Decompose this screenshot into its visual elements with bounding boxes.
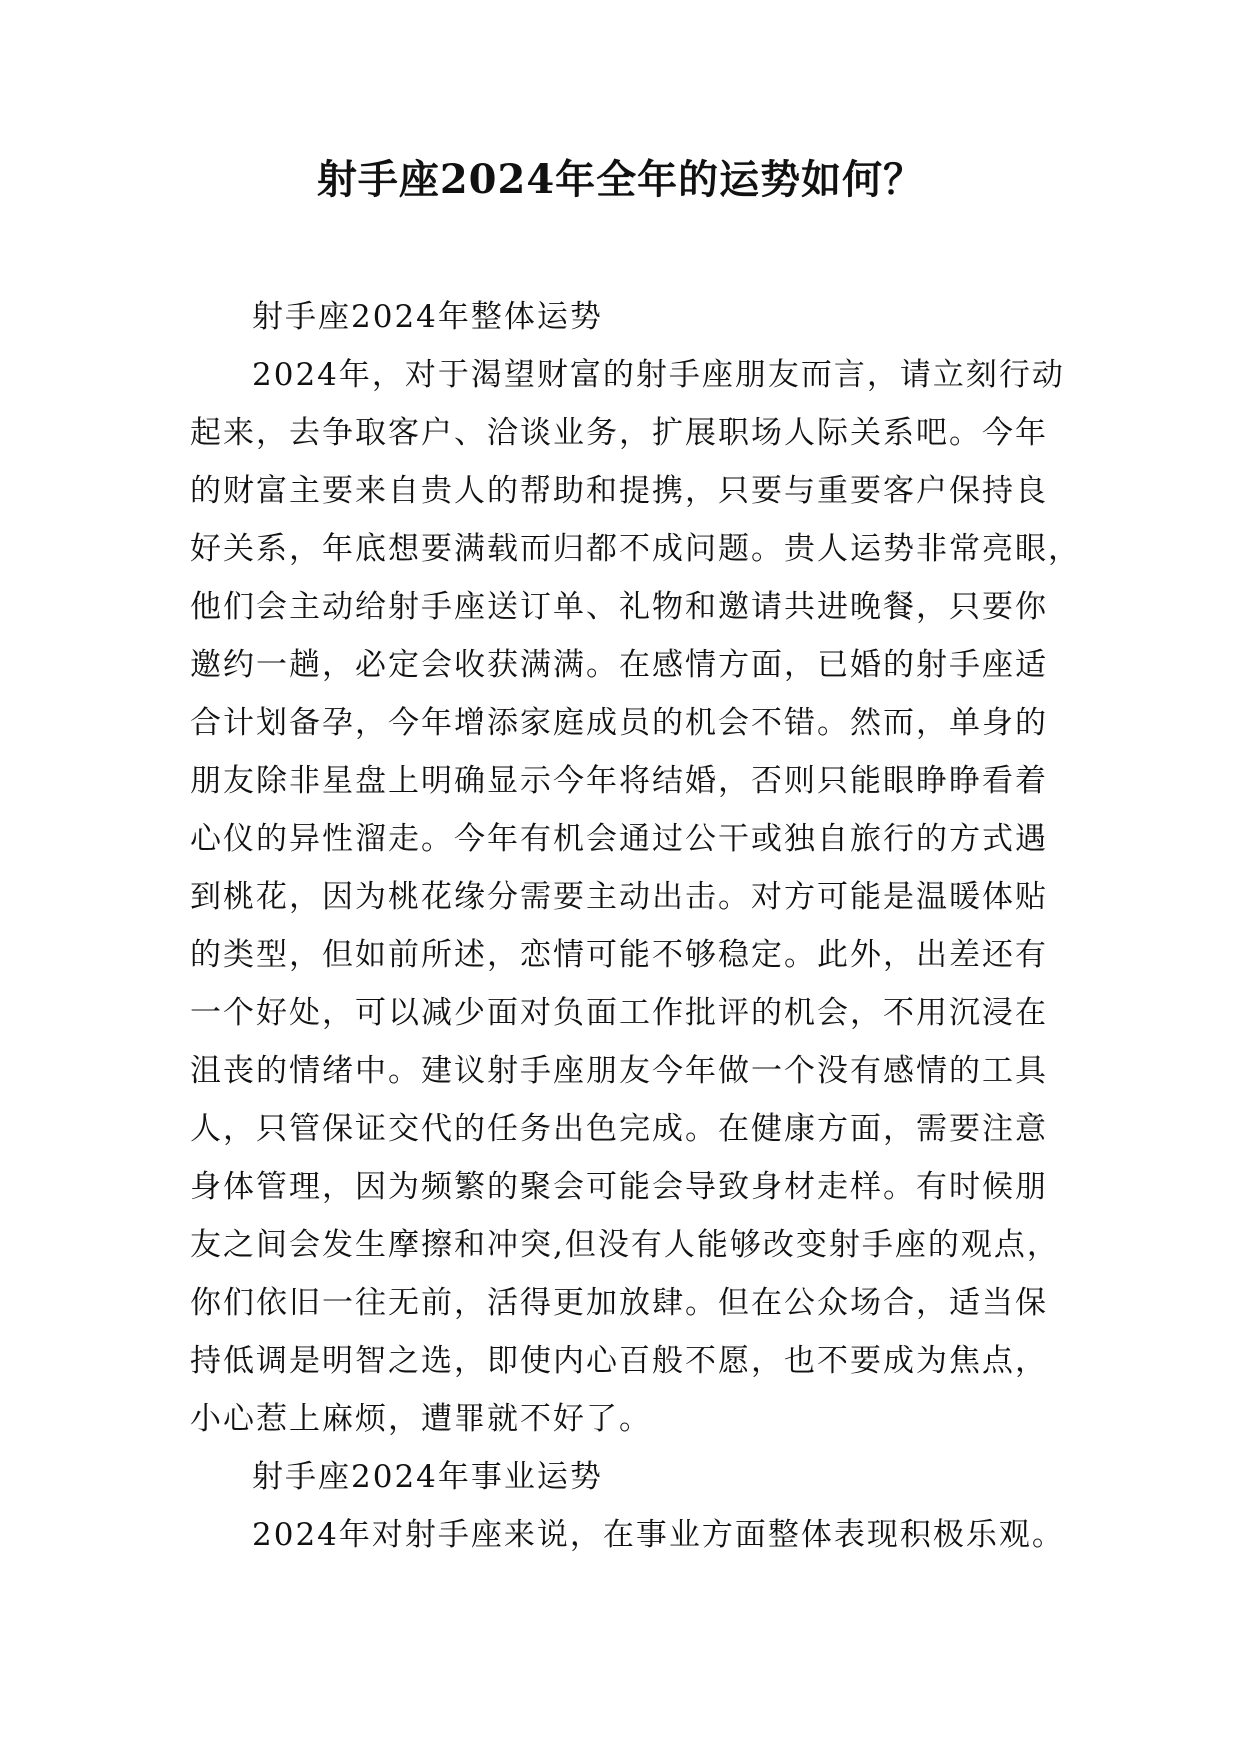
paragraph-line: 的类型，但如前所述，恋情可能不够稳定。此外，出差还有 — [190, 937, 1048, 973]
section-heading-overall: 射手座2024年整体运势 — [252, 299, 603, 335]
paragraph-line: 持低调是明智之选，即使内心百般不愿，也不要成为焦点， — [190, 1343, 1048, 1379]
section-heading-career: 射手座2024年事业运势 — [252, 1459, 603, 1495]
document-title: 射手座2024年全年的运势如何？ — [316, 156, 925, 203]
paragraph-line: 2024年，对于渴望财富的射手座朋友而言，请立刻行动 — [252, 357, 1065, 393]
paragraph-line: 人，只管保证交代的任务出色完成。在健康方面，需要注意 — [190, 1111, 1048, 1147]
paragraph-line: 起来，去争取客户、洽谈业务，扩展职场人际关系吧。今年 — [190, 415, 1048, 451]
paragraph-line: 心仪的异性溜走。今年有机会通过公干或独自旅行的方式遇 — [190, 821, 1048, 857]
paragraph-line: 身体管理，因为频繁的聚会可能会导致身材走样。有时候朋 — [190, 1169, 1048, 1205]
paragraph-line: 你们依旧一往无前，活得更加放肆。但在公众场合，适当保 — [190, 1285, 1048, 1321]
paragraph-line: 的财富主要来自贵人的帮助和提携，只要与重要客户保持良 — [190, 473, 1048, 509]
document-body — [190, 288, 1081, 1564]
paragraph-line: 2024年对射手座来说，在事业方面整体表现积极乐观。 — [252, 1517, 1065, 1553]
paragraph-line: 一个好处，可以减少面对负面工作批评的机会，不用沉浸在 — [190, 995, 1048, 1031]
paragraph-line: 朋友除非星盘上明确显示今年将结婚，否则只能眼睁睁看着 — [190, 763, 1048, 799]
paragraph-line: 邀约一趟，必定会收获满满。在感情方面，已婚的射手座适 — [190, 647, 1048, 683]
paragraph-line: 合计划备孕，今年增添家庭成员的机会不错。然而，单身的 — [190, 705, 1048, 741]
paragraph-line: 沮丧的情绪中。建议射手座朋友今年做一个没有感情的工具 — [190, 1053, 1048, 1089]
paragraph-line: 友之间会发生摩擦和冲突,但没有人能够改变射手座的观点， — [190, 1227, 1060, 1263]
paragraph-line: 他们会主动给射手座送订单、礼物和邀请共进晚餐，只要你 — [190, 589, 1048, 625]
paragraph-line: 好关系，年底想要满载而归都不成问题。贵人运势非常亮眼， — [190, 531, 1081, 567]
paragraph-line: 小心惹上麻烦，遭罪就不好了。 — [190, 1401, 652, 1437]
paragraph-line: 到桃花，因为桃花缘分需要主动出击。对方可能是温暖体贴 — [190, 879, 1048, 915]
